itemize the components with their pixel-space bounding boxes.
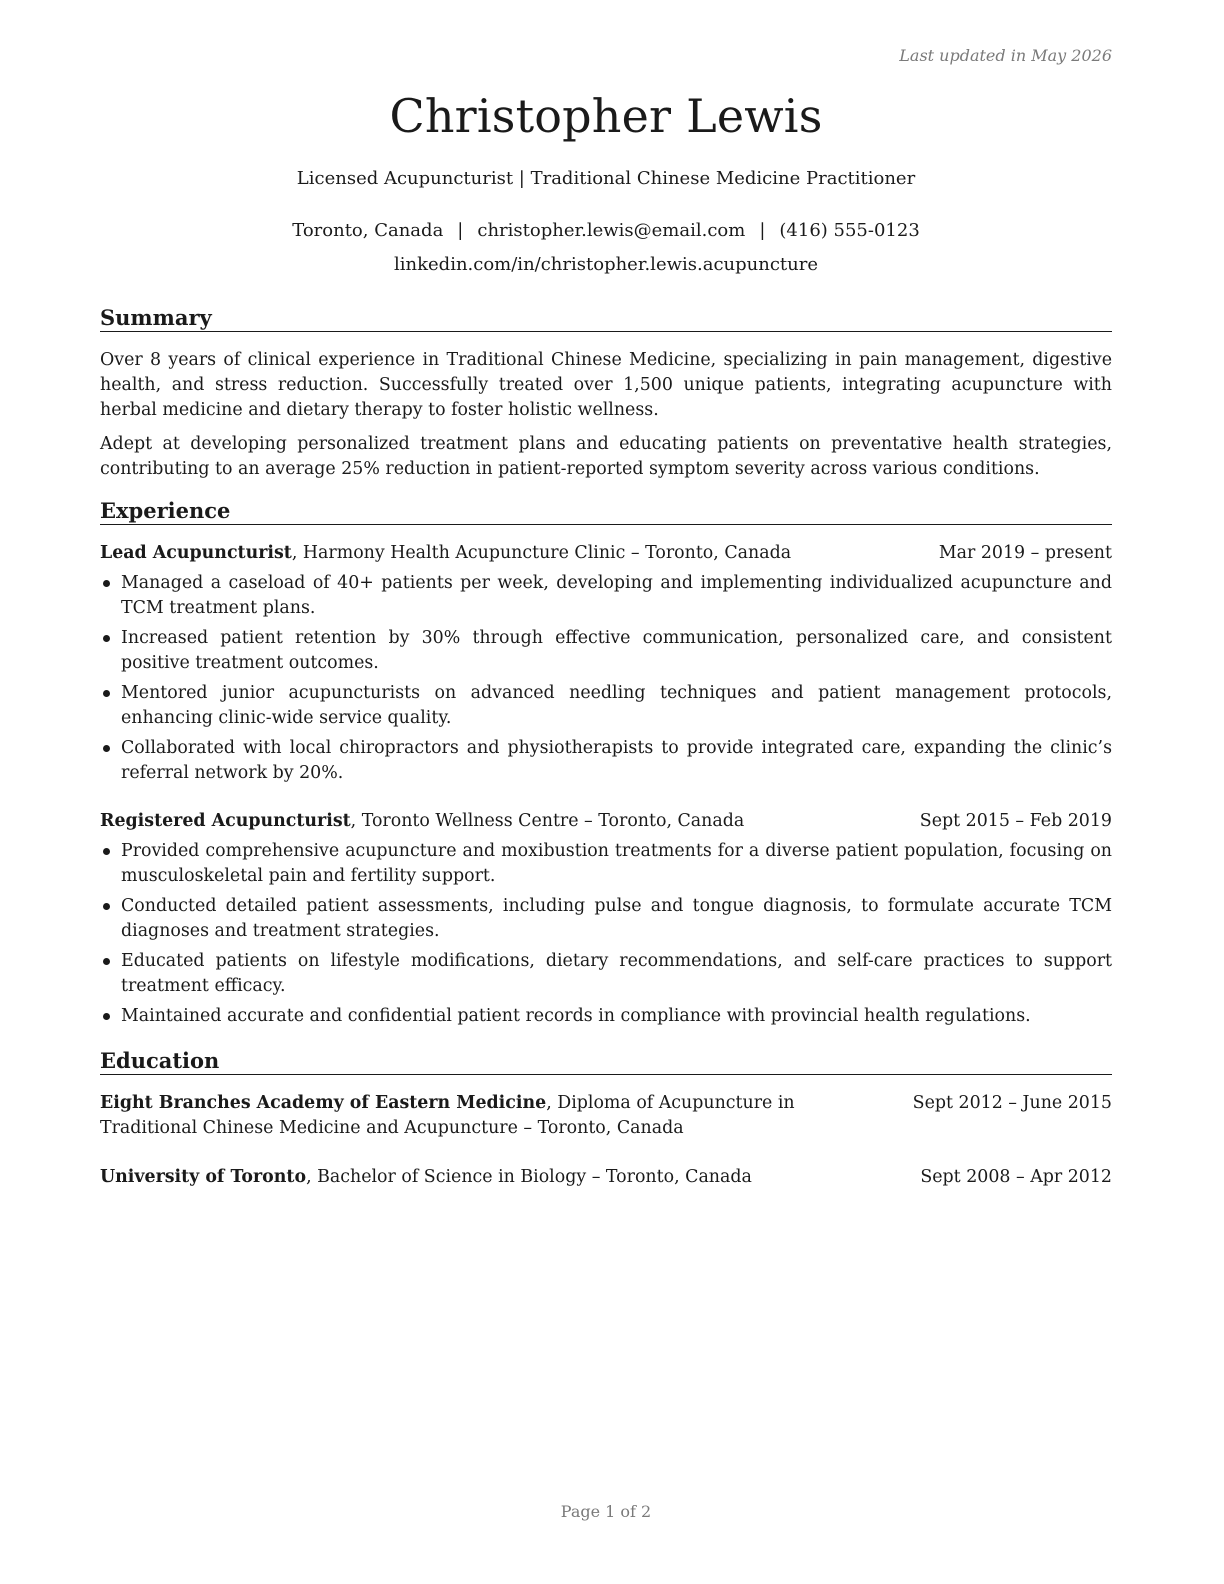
- list-item: [100, 736, 1112, 786]
- contact-separator: |: [457, 220, 464, 241]
- section-title-education: Education: [100, 1048, 1112, 1075]
- job-header: [100, 809, 1112, 834]
- candidate-name: Christopher Lewis: [389, 89, 823, 143]
- list-item: [100, 839, 1112, 889]
- resume-page: [100, 0, 1112, 1584]
- bullet-text: Managed a caseload of 40+ patients per week, developing and implementing individualized acupuncture and TCM treatment plans.: [121, 573, 1112, 618]
- job-role: Lead Acupuncturist: [100, 543, 292, 563]
- education-entry: [100, 1165, 1112, 1190]
- education-entry: [100, 1091, 1112, 1141]
- education-dates: Sept 2008 – Apr 2012: [920, 1167, 1112, 1187]
- bullet-dot-icon: [103, 580, 110, 587]
- bullet-text: Maintained accurate and confidential patient records in compliance with provincial health regulations.: [121, 1006, 1031, 1026]
- section-title-experience: Experience: [100, 498, 1112, 525]
- bullet-dot-icon: [103, 848, 110, 855]
- bullet-text: Mentored junior acupuncturists on advanced needling techniques and patient management protocols, enhancing clinic-wide service quality.: [121, 683, 1112, 728]
- job-dates: Sept 2015 – Feb 2019: [919, 811, 1112, 831]
- bullet-dot-icon: [103, 690, 110, 697]
- school-name: University of Toronto: [100, 1167, 307, 1187]
- education-dates: Sept 2012 – June 2015: [912, 1093, 1112, 1113]
- bullet-dot-icon: [103, 958, 110, 965]
- school-detail: , Bachelor of Science in Biology – Toronto, Canada: [306, 1167, 752, 1187]
- bullet-text: Increased patient retention by 30% through effective communication, personalized care, and consistent positive treatment outcomes.: [121, 628, 1112, 673]
- school-detail: , Diploma of Acupuncture in Traditional Chinese Medicine and Acupuncture – Toronto, Canada: [100, 1093, 795, 1138]
- school-name: Eight Branches Academy of Eastern Medicine: [100, 1093, 547, 1113]
- list-item: [100, 626, 1112, 676]
- list-item: [100, 571, 1112, 621]
- bullet-dot-icon: [103, 903, 110, 910]
- contact-location: Toronto, Canada: [292, 220, 444, 241]
- bullet-text: Collaborated with local chiropractors and physiotherapists to provide integrated care, expanding the clinic’s referral network by 20%.: [121, 738, 1112, 783]
- bullet-text: Conducted detailed patient assessments, including pulse and tongue diagnosis, to formulate accurate TCM diagnoses and treatment strategies.: [121, 896, 1112, 941]
- job-bullets: [100, 571, 1112, 791]
- bullet-dot-icon: [103, 635, 110, 642]
- summary-paragraph: Adept at developing personalized treatment plans and educating patients on preventative health strategies, contributing to an average 25% reduction in patient-reported symptom severity across various conditions.: [100, 434, 1112, 479]
- summary-paragraph: Over 8 years of clinical experience in Traditional Chinese Medicine, specializing in pain management, digestive health, and stress reduction. Successfully treated over 1,500 unique patients, integrating acupuncture with herbal medicine and dietary therapy to foster holistic wellness.: [100, 350, 1112, 420]
- bullet-text: Provided comprehensive acupuncture and moxibustion treatments for a diverse patient population, focusing on musculoskeletal pain and fertility support.: [121, 841, 1112, 886]
- contact-phone[interactable]: (416) 555-0123: [779, 220, 920, 241]
- last-updated: Last updated in May 2026: [899, 46, 1112, 65]
- page-number: Page 1 of 2: [560, 1502, 652, 1521]
- contact-row: [100, 219, 1112, 243]
- list-item: [100, 681, 1112, 731]
- contact-linkedin[interactable]: linkedin.com/in/christopher.lewis.acupuncture: [394, 254, 818, 275]
- bullet-dot-icon: [103, 1013, 110, 1020]
- bullet-dot-icon: [103, 745, 110, 752]
- contact-separator: |: [759, 220, 766, 241]
- section-title-summary: Summary: [100, 305, 1112, 332]
- job-org: , Toronto Wellness Centre – Toronto, Canada: [350, 811, 745, 831]
- job-dates: Mar 2019 – present: [938, 543, 1112, 563]
- contact-email[interactable]: christopher.lewis@email.com: [477, 220, 746, 241]
- list-item: [100, 894, 1112, 944]
- job-org: , Harmony Health Acupuncture Clinic – Toronto, Canada: [291, 543, 792, 563]
- list-item: [100, 949, 1112, 999]
- list-item: [100, 1004, 1112, 1029]
- job-header: [100, 541, 1112, 566]
- job-bullets: [100, 839, 1112, 1034]
- bullet-text: Educated patients on lifestyle modifications, dietary recommendations, and self-care practices to support treatment efficacy.: [121, 951, 1112, 996]
- job-role: Registered Acupuncturist: [100, 811, 351, 831]
- candidate-tagline: Licensed Acupuncturist | Traditional Chinese Medicine Practitioner: [296, 168, 916, 189]
